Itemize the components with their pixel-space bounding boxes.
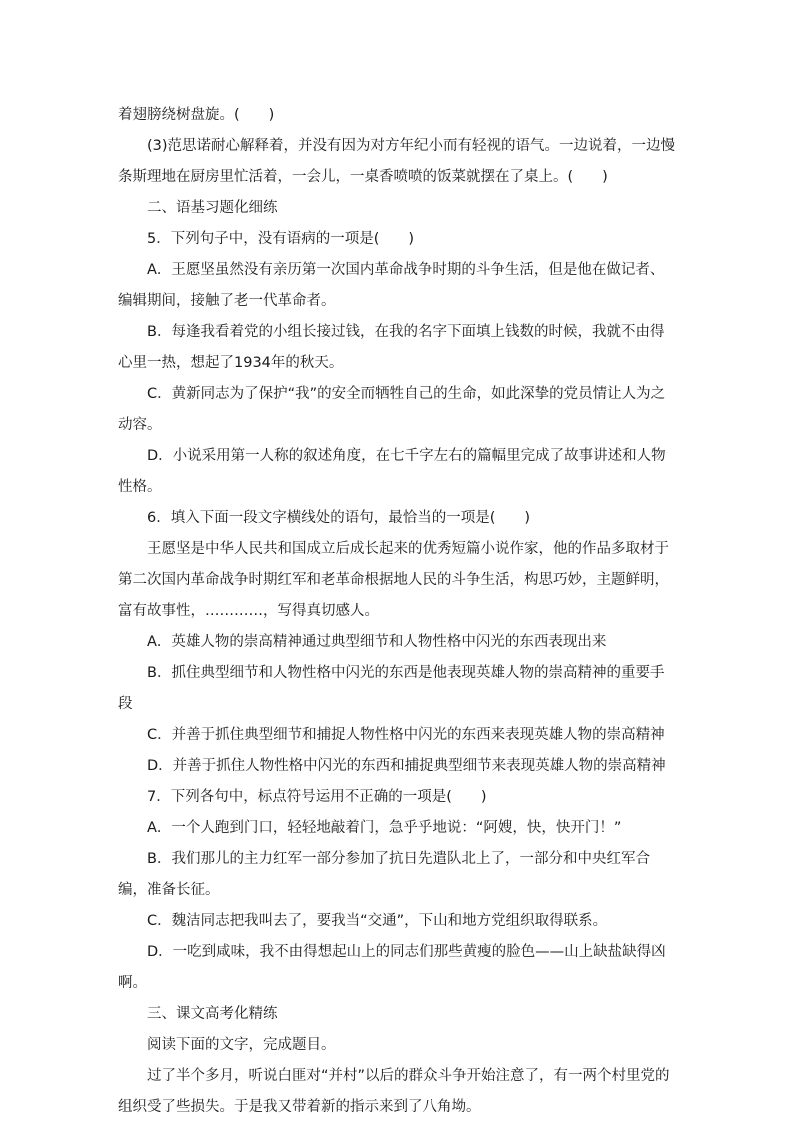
question-stem: 7．下列各句中，标点符号运用不正确的一项是( ): [147, 789, 487, 805]
passage-paragraph: 王愿坚是中华人民共和国成立后成长起来的优秀短篇小说作家，他的作品多取材于第二次国内革命战争时期红军和老革命根据地人民的斗争生活，构思巧妙，主题鲜明，富有故事性，…………，写得真切感人。: [118, 541, 669, 619]
option-a: A．英雄人物的崇高精神通过典型细节和人物性格中闪光的东西表现出来: [147, 634, 607, 650]
section-heading: 二、语基习题化细练: [147, 200, 278, 216]
option-a: A．王愿坚虽然没有亲历第一次国内革命战争时期的斗争生活，但是他在做记者、编辑期间，接触了老一代革命者。: [118, 262, 665, 309]
question-stem: 6．填入下面一段文字横线处的语句，最恰当的一项是( ): [147, 510, 531, 526]
option-d: D．小说采用第一人称的叙述角度，在七千字左右的篇幅里完成了故事讲述和人物性格。: [118, 448, 666, 495]
option-a: A．一个人跑到门口，轻轻地敲着门，急乎乎地说：“阿嫂，快，快开门！”: [147, 820, 622, 836]
option-b: B．每逢我看着党的小组长接过钱，在我的名字下面填上钱数的时候，我就不由得心里一热，想起了1934年的秋天。: [118, 324, 665, 371]
option-b: B．我们那儿的主力红军一部分参加了抗日先遣队北上了，一部分和中央红军合编，准备长征。: [118, 851, 650, 898]
option-c: C．黄新同志为了保护“我”的安全而牺牲自己的生命，如此深挚的党员情让人为之动容。: [118, 386, 666, 433]
paragraph: (3)范思诺耐心解释着，并没有因为对方年纪小而有轻视的语气。一边说着，一边慢条斯理地在厨房里忙活着，一会儿，一桌香喷喷的饭菜就摆在了桌上。( ): [118, 138, 676, 185]
option-c: C．魏洁同志把我叫去了，要我当“交通”，下山和地方党组织取得联系。: [147, 913, 608, 929]
document-body: [118, 100, 678, 1123]
section-heading: 三、课文高考化精练: [147, 1006, 278, 1022]
option-d: D．一吃到咸味，我不由得想起山上的同志们那些黄瘦的脸色——山上缺盐缺得凶啊。: [118, 944, 666, 991]
option-b: B．抓住典型细节和人物性格中闪光的东西是他表现英雄人物的崇高精神的重要手段: [118, 665, 665, 712]
option-c: C．并善于抓住典型细节和捕捉人物性格中闪光的东西来表现英雄人物的崇高精神: [147, 727, 665, 743]
instruction-text: 阅读下面的文字，完成题目。: [147, 1037, 336, 1053]
passage-paragraph: 过了半个多月，听说白匪对“并村”以后的群众斗争开始注意了，有一两个村里党的组织受了些损失。于是我又带着新的指示来到了八角坳。: [118, 1068, 670, 1115]
paragraph: 着翅膀绕树盘旋。( ): [118, 107, 275, 123]
option-d: D．并善于抓住人物性格中闪光的东西和捕捉典型细节来表现英雄人物的崇高精神: [147, 758, 666, 774]
question-stem: 5．下列句子中，没有语病的一项是( ): [147, 231, 415, 247]
